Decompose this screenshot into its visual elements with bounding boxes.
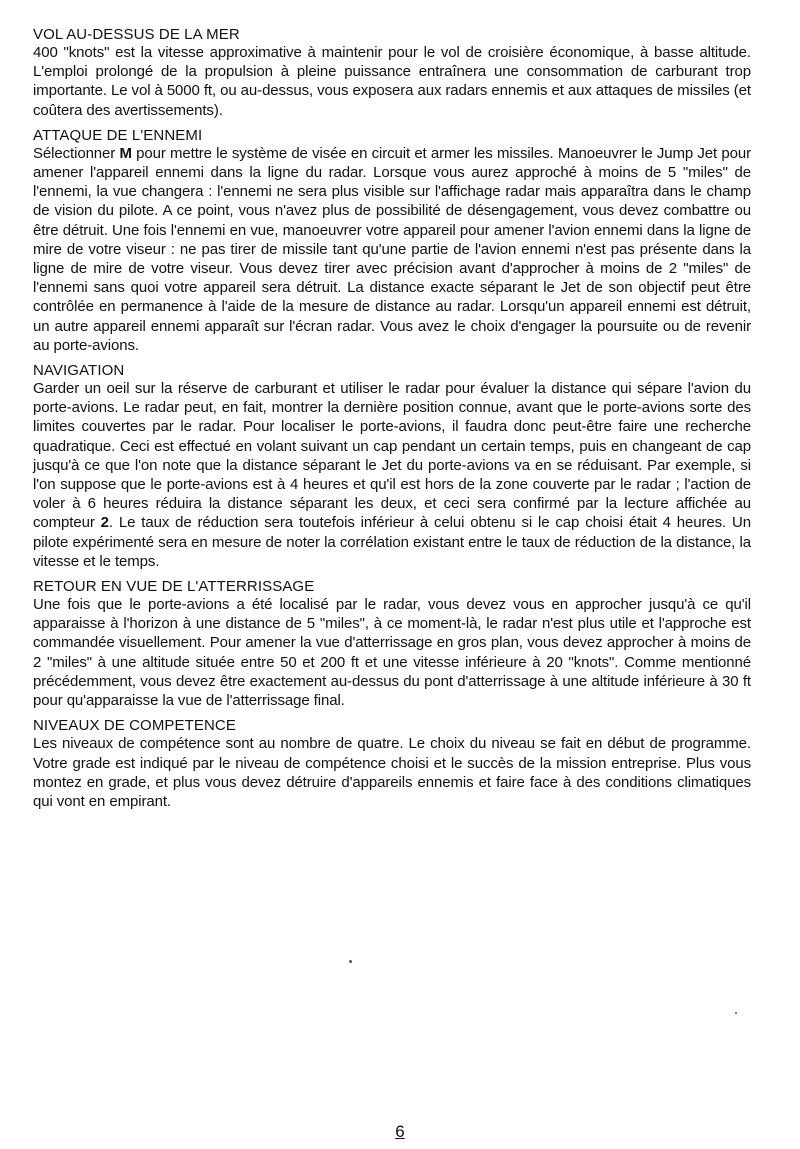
key-label: M <box>119 144 132 162</box>
section-heading: VOL AU-DESSUS DE LA MER <box>33 26 240 43</box>
section-retour-en-vue-de-l-atterrissage <box>33 578 751 710</box>
section-attaque-de-l-ennemi <box>33 127 751 355</box>
key-label: 2 <box>100 514 109 532</box>
paragraph-text: . Le taux de réduction sera toutefois inférieur à celui obtenu si le cap choisi était 4 heures. Un pilote expérimenté sera en mesure de noter la corrélation existant entre le taux de réduction de la distance, la vitesse et le temps. <box>33 514 751 570</box>
page-number: 6 <box>395 1122 405 1141</box>
paragraph-text: Garder un oeil sur la réserve de carburant et utiliser le radar pour évaluer la distance qui sépare l'avion du porte-avions. Le radar peut, en fait, montrer la dernière position connue, avant que le porte-avions sorte des limites couvertes par le radar. Pour localiser le porte-avions, il faudra donc peut-être faire une recherche quadratique. Ceci est effectué en volant suivant un cap pendant un certain temps, puis en changeant de cap jusqu'à ce que l'on note que la distance séparant le Jet du porte-avions va en se réduisant. Par exemple, si l'on suppose que le porte-avions est à 4 heures et qu'il est hors de la zone couverte par le radar ; l'action de voler à 6 heures réduira la distance séparant les deux, et ceci sera confirmé par la lecture affichée au compteur <box>33 380 751 532</box>
section-heading: RETOUR EN VUE DE L'ATTERRISSAGE <box>33 578 315 596</box>
section-niveaux-de-competence <box>33 717 751 811</box>
section-heading: NIVEAUX DE COMPETENCE <box>33 717 236 735</box>
section-paragraph <box>33 379 751 571</box>
document-body <box>33 26 751 818</box>
section-heading: ATTAQUE DE L'ENNEMI <box>33 126 203 144</box>
section-navigation <box>33 362 751 571</box>
print-speck <box>349 960 352 963</box>
section-heading: NAVIGATION <box>33 362 125 380</box>
print-speck <box>735 1012 737 1014</box>
section-paragraph: Les niveaux de compétence sont au nombre de quatre. Le choix du niveau se fait en début de programme. Votre grade est indiqué par le niveau de compétence choisi et le succès de la mission entreprise. Plus vous montez en grade, et plus vous devez détruire d'appareils ennemis et faire face à des conditions climatiques qui vont en empirant. <box>33 735 751 810</box>
section-vol-au-dessus-de-la-mer <box>33 26 751 120</box>
section-paragraph: 400 "knots" est la vitesse approximative à maintenir pour le vol de croisière économique, à basse altitude. L'emploi prolongé de la propulsion à pleine puissance entraînera une consommation de carburant trop importante. Le vol à 5000 ft, ou au-dessus, vous exposera aux radars ennemis et aux attaques de missiles (et coûtera des avertissements). <box>33 44 751 119</box>
section-paragraph: Une fois que le porte-avions a été localisé par le radar, vous devez vous en approcher jusqu'à ce qu'il apparaisse à l'horizon à une distance de 5 "miles", à ce moment-là, le radar n'est plus utile et l'approche est commandée visuellement. Pour amener la vue d'atterrissage en gros plan, vous devez approcher à moins de 2 "miles" à une altitude située entre 50 et 200 ft et une vitesse inférieure à 20 "knots". Comme mentionné précédemment, vous devez être exactement au-dessus du pont d'atterrissage à une altitude inférieure à 30 ft pour qu'apparaisse la vue de l'atterrissage final. <box>33 596 751 710</box>
section-paragraph <box>33 144 751 355</box>
paragraph-text: Sélectionner <box>33 144 120 162</box>
paragraph-text: pour mettre le système de visée en circuit et armer les missiles. Manoeuvrer le Jump Jet pour amener l'appareil ennemi dans la ligne du radar. Lorsque vous aurez approché à moins de 5 "miles" de l'ennemi, la vue changera : l'ennemi ne sera plus visible sur l'affichage radar mais apparaîtra dans le champ de vision du pilote. A ce point, vous n'avez plus de possibilité de désengagement, vous devez combattre ou être détruit. Une fois l'ennemi en vue, manoeuvrer votre appareil pour amener l'avion ennemi dans la ligne de mire de votre viseur : ne pas tirer de missile tant qu'une partie de l'avion ennemi n'est pas présente dans la ligne de mire de votre viseur. Vous devez tirer avec précision avant d'approcher à moins de 2 "miles" de l'ennemi sans quoi votre appareil sera détruit. La distance exacte séparant le Jet de son objectif peut être contrôlée en permanence à l'aide de la mesure de distance au radar. Lorsqu'un appareil ennemi est détruit, un autre appareil ennemi apparaît sur l'écran radar. Vous avez le choix d'engager la poursuite ou de revenir au porte-avions. <box>33 144 751 354</box>
